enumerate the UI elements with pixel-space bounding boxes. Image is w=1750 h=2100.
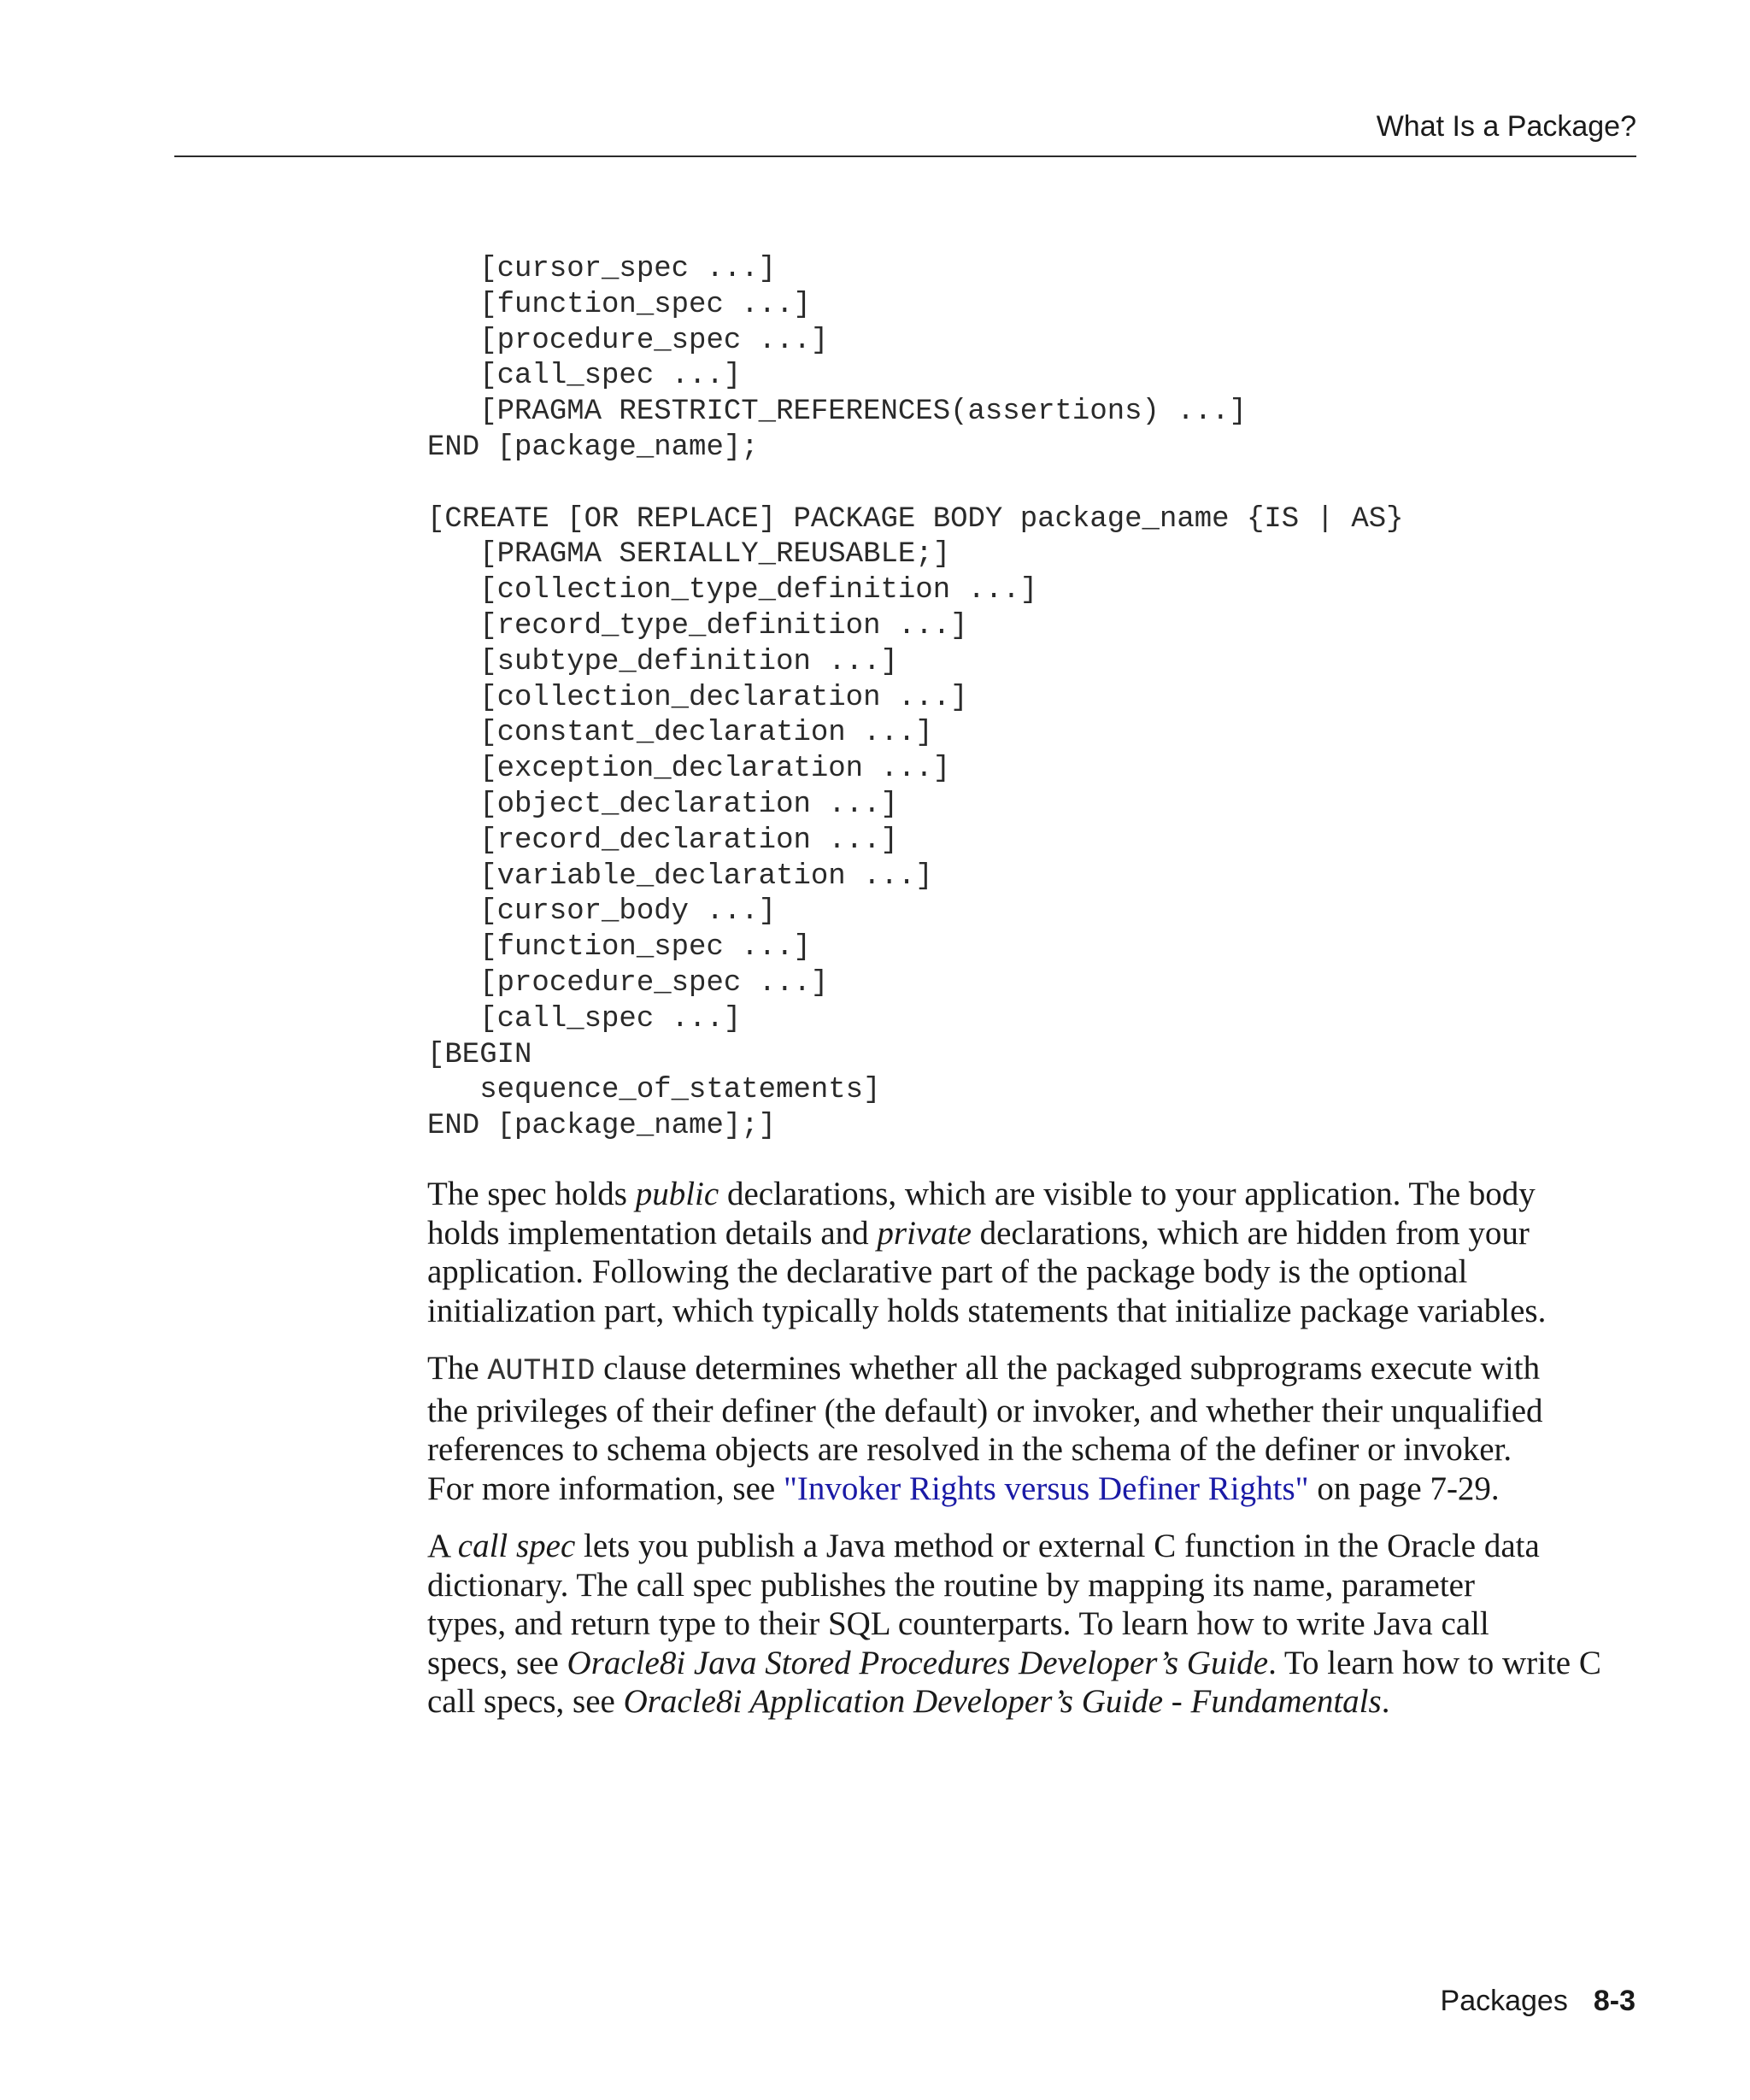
code-line: [cursor_spec ...] — [427, 253, 777, 285]
emphasis-public: public — [635, 1176, 719, 1212]
text-line: The AUTHID clause determines whether all the packaged subprograms execute with — [427, 1350, 1541, 1388]
code-line: [call_spec ...] — [427, 1002, 742, 1035]
text-line: call specs, see Oracle8i Application Developer’s Guide - Fundamentals. — [427, 1683, 1390, 1720]
code-block — [427, 252, 1404, 1145]
paragraph-spec-body — [427, 1175, 1641, 1330]
book-title-app-dev: Oracle8i Application Developer’s Guide - Fundamentals — [623, 1683, 1382, 1720]
emphasis-private: private — [877, 1214, 972, 1252]
code-line: [variable_declaration ...] — [427, 859, 933, 893]
code-line: [cursor_body ...] — [427, 895, 777, 929]
code-line: [constant_declaration ...] — [427, 717, 933, 750]
text-line: specs, see Oracle8i Java Stored Procedures Developer’s Guide. To learn how to write C — [427, 1644, 1601, 1681]
code-line: [procedure_spec ...] — [427, 966, 829, 1000]
code-line: [collection_declaration ...] — [427, 681, 968, 714]
text-line: the privileges of their definer (the default) or invoker, and whether their unqualified — [427, 1392, 1543, 1429]
code-line: [exception_declaration ...] — [427, 753, 951, 786]
text-line: initialization part, which typically holds statements that initialize package variables. — [427, 1292, 1547, 1329]
code-authid: AUTHID — [487, 1354, 596, 1388]
code-line: [function_spec ...] — [427, 931, 811, 965]
text-line: For more information, see "Invoker Rights versus Definer Rights" on page 7-29. — [427, 1469, 1500, 1507]
footer-page-number: 8-3 — [1593, 1985, 1635, 2017]
page-footer — [1441, 1984, 1635, 2018]
code-line — [427, 466, 1404, 502]
paragraph-authid — [427, 1349, 1641, 1508]
text-line: types, and return type to their SQL counterparts. To learn how to write Java call — [427, 1605, 1489, 1642]
code-line: END [package_name]; — [427, 431, 759, 464]
page-header — [174, 106, 1636, 157]
text-line: holds implementation details and private declarations, which are hidden from your — [427, 1214, 1530, 1252]
code-line: [object_declaration ...] — [427, 788, 898, 821]
code-line: [CREATE [OR REPLACE] PACKAGE BODY package_name {IS | AS} — [427, 502, 1404, 536]
code-line: [BEGIN — [427, 1038, 532, 1071]
text-line: The spec holds public declarations, which are visible to your application. The body — [427, 1176, 1536, 1212]
code-line: [PRAGMA RESTRICT_REFERENCES(assertions) ...] — [427, 396, 1247, 429]
code-line: [collection_type_definition ...] — [427, 574, 1038, 607]
text-line: references to schema objects are resolved in the schema of the definer or invoker. — [427, 1431, 1512, 1468]
code-line: [procedure_spec ...] — [427, 324, 829, 357]
code-line: [function_spec ...] — [427, 288, 811, 321]
emphasis-call-spec: call spec — [457, 1528, 576, 1564]
text-line: dictionary. The call spec publishes the routine by mapping its name, parameter — [427, 1566, 1475, 1604]
running-head-title: What Is a Package? — [1376, 110, 1636, 143]
text-line: application. Following the declarative part of the package body is the optional — [427, 1253, 1468, 1290]
code-line: END [package_name];] — [427, 1110, 777, 1143]
text-line: A call spec lets you publish a Java method or external C function in the Oracle data — [427, 1528, 1540, 1564]
code-line: [record_type_definition ...] — [427, 609, 968, 642]
code-line: [subtype_definition ...] — [427, 645, 898, 678]
code-line: sequence_of_statements] — [427, 1074, 881, 1107]
paragraph-call-spec — [427, 1527, 1641, 1722]
cross-reference-link[interactable]: "Invoker Rights versus Definer Rights" — [783, 1469, 1309, 1507]
code-line: [record_declaration ...] — [427, 824, 898, 857]
code-line: [call_spec ...] — [427, 360, 742, 393]
book-title-java: Oracle8i Java Stored Procedures Developer’s Guide — [567, 1644, 1269, 1681]
body-text — [427, 1175, 1641, 1740]
code-line: [PRAGMA SERIALLY_REUSABLE;] — [427, 538, 951, 572]
footer-chapter-name: Packages — [1440, 1985, 1568, 2017]
